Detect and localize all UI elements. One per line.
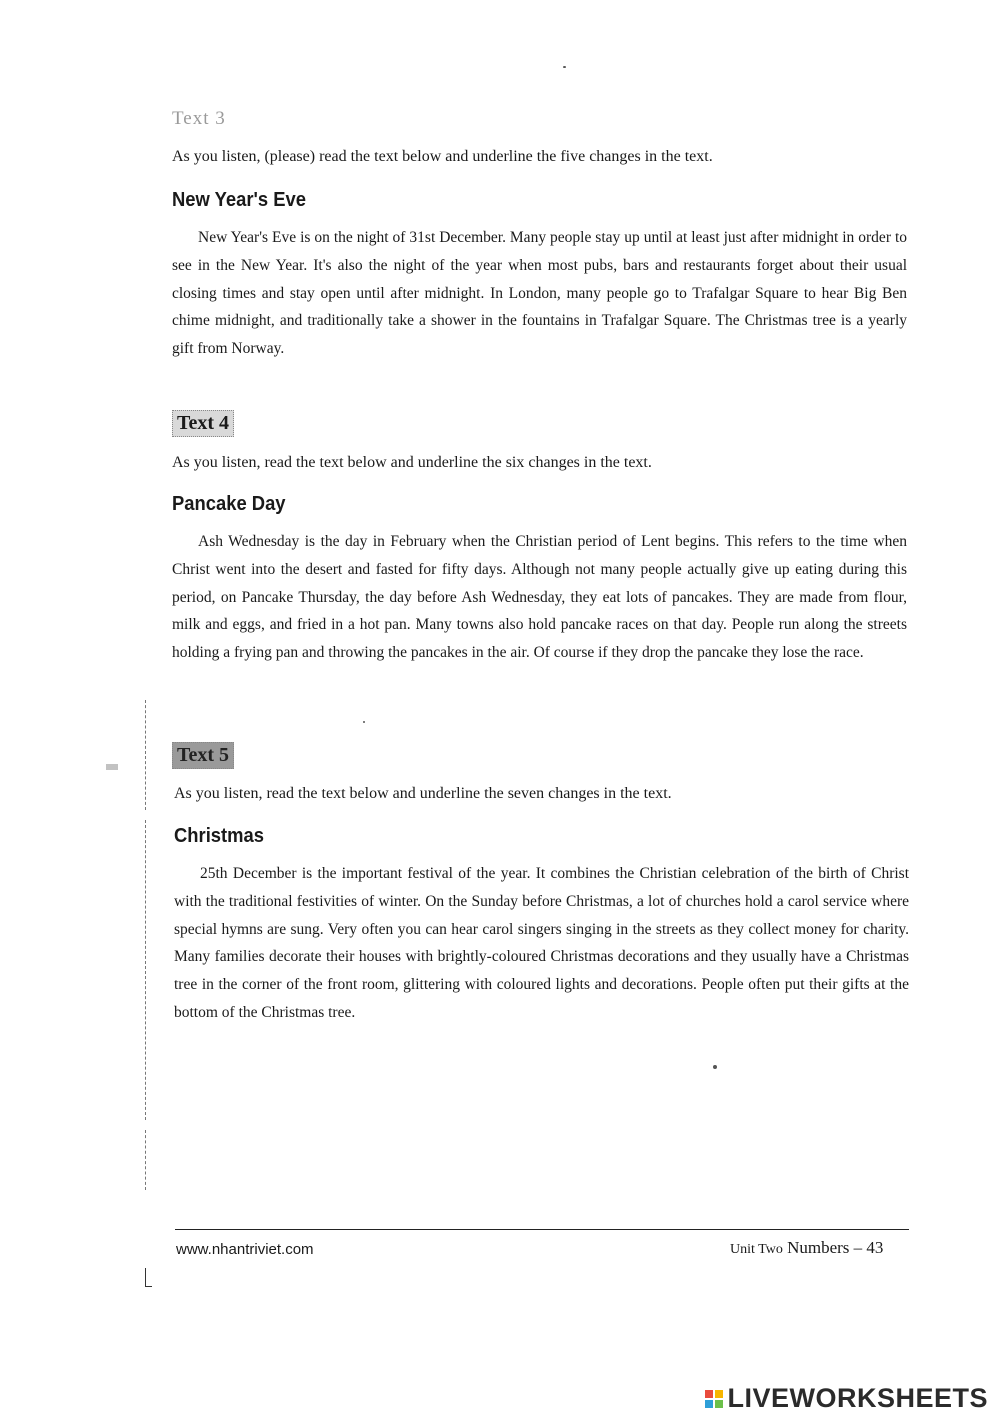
margin-binding-line <box>145 820 146 1120</box>
scan-speck <box>563 66 566 68</box>
scan-speck <box>363 721 365 723</box>
instruction-text-3: As you listen, (please) read the text below and underline the five changes in the text. <box>172 148 713 165</box>
paragraph-christmas: 25th December is the important festival of the year. It combines the Christian celebration of the birth of Christ with the traditional festivities of winter. On the Sunday before Christmas, a lot of churches hold a carol service where special hymns are sung. Very often you can hear carol singers singing in the streets as they collect money for charity. Many families decorate their houses with brightly-coloured Christmas decorations and they usually have a Christmas tree in the corner of the front room, glittering with coloured lights and decorations. People often put their gifts at the bottom of the Christmas tree. <box>174 865 909 1021</box>
footer-page-number: 43 <box>866 1238 884 1257</box>
logo-square <box>705 1400 713 1408</box>
liveworksheets-brand-text: LIVEWORKSHEETS <box>727 1383 988 1413</box>
heading-new-years-eve: New Year's Eve <box>172 189 306 211</box>
footer-website: www.nhantriviet.com <box>176 1241 314 1258</box>
heading-christmas: Christmas <box>174 825 264 847</box>
footer-unit: Unit Two <box>730 1242 783 1257</box>
margin-binding-line <box>145 1130 146 1190</box>
section-label-text-5: Text 5 <box>172 742 234 769</box>
scan-speck <box>713 1065 717 1069</box>
margin-binding-line <box>145 700 146 810</box>
heading-pancake-day: Pancake Day <box>172 493 286 515</box>
instruction-text-4: As you listen, read the text below and underline the six changes in the text. <box>172 454 652 471</box>
footer-rule <box>175 1229 909 1230</box>
instruction-text-5: As you listen, read the text below and underline the seven changes in the text. <box>174 785 672 802</box>
margin-corner-mark <box>145 1268 152 1287</box>
liveworksheets-watermark <box>705 1383 988 1414</box>
logo-square <box>705 1390 713 1398</box>
footer-page-info <box>730 1238 883 1258</box>
logo-square <box>715 1400 723 1408</box>
section-label-text-3: Text 3 <box>172 108 226 129</box>
section-label-text-4: Text 4 <box>172 410 234 437</box>
paragraph-pancake-day: Ash Wednesday is the day in February when the Christian period of Lent begins. This refers to the time when Christ went into the desert and fasted for fifty days. Although not many people actually give up eating during this period, on Pancake Thursday, the day before Ash Wednesday, they eat lots of pancakes. They are made from flour, milk and eggs, and fried in a hot pan. Many towns also hold pancake races on that day. People run along the streets holding a frying pan and throwing the pancakes in the air. Of course if they drop the pancake they lose the race. <box>172 533 907 662</box>
paragraph-new-years-eve: New Year's Eve is on the night of 31st December. Many people stay up until at least just after midnight in order to see in the New Year. It's also the night of the year when most pubs, bars and restaurants forget about their usual closing times and stay open until after midnight. In London, many people go to Trafalgar Square to hear Big Ben chime midnight, and traditionally take a shower in the fountains in Trafalgar Square. The Christmas tree is a yearly gift from Norway. <box>172 229 907 358</box>
margin-smudge <box>106 764 118 770</box>
liveworksheets-logo-icon <box>705 1390 723 1408</box>
logo-square <box>715 1390 723 1398</box>
footer-chapter: Numbers – <box>787 1238 863 1257</box>
